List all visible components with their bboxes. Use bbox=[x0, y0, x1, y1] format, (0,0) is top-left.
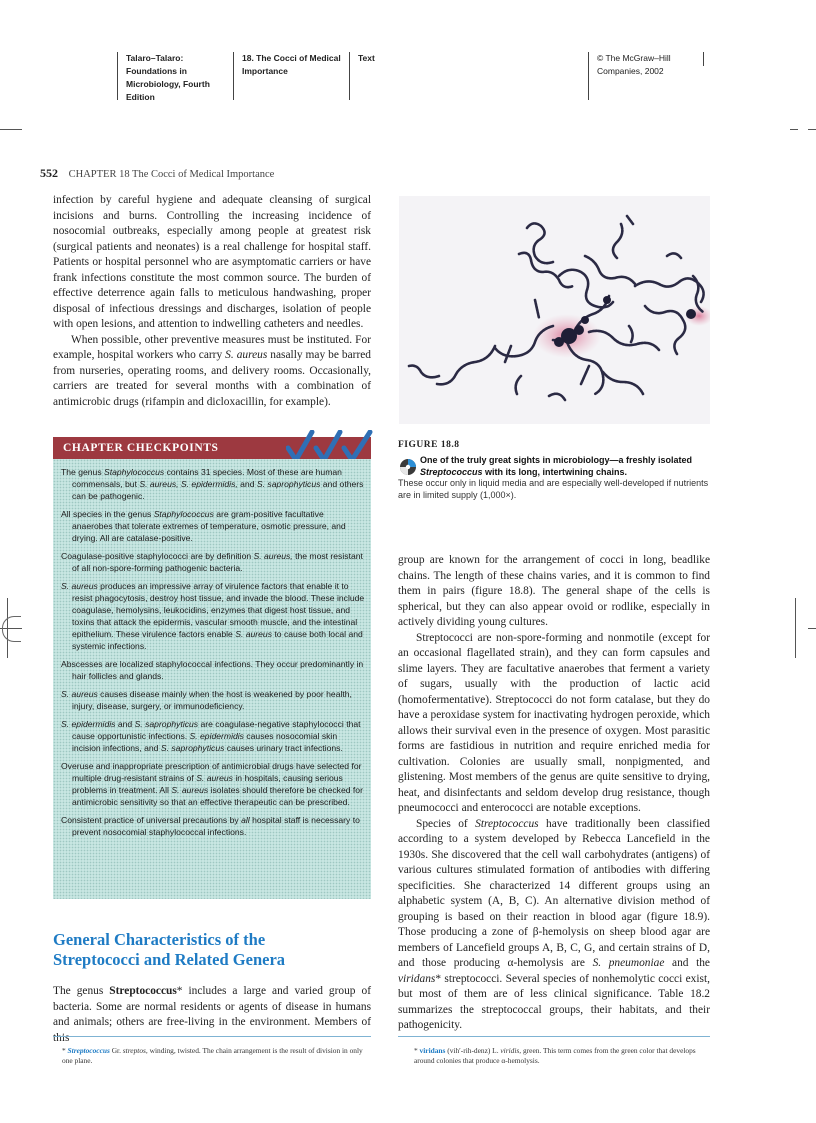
caption-text: These occur only in liquid media and are especially well-developed if nutrients are in limited supply (1,000×). bbox=[398, 478, 709, 500]
chapter-title: CHAPTER 18 The Cocci of Medical Importance bbox=[68, 169, 275, 180]
checkpoint-item: S. aureus produces an impressive array of virulence factors that enable it to resist phagocytosis, destroy host tissue, and invade the blood. These include coagulase, hemolysins, leukocidins, enzymes that digest host tissue, and toxins that attack the epidermis, vascular smooth muscle, and the intestinal epithelium. These virulence factors enable S. aureus to cause both local and systemic infections. bbox=[61, 581, 365, 651]
header-section: Text bbox=[349, 52, 588, 100]
checkpoint-item: Abscesses are localized staphylococcal infections. They occur predominantly in hair follicles and glands. bbox=[61, 659, 364, 681]
checkpoint-item: Coagulase-positive staphylococci are by definition S. aureus, the most resistant of all non-spore-forming pathogenic bacteria. bbox=[61, 551, 363, 573]
checkpoint-item: Consistent practice of universal precautions by all hospital staff is necessary to prevent nosocomial staphylococcal infections. bbox=[61, 815, 360, 837]
page-number: 552 bbox=[40, 166, 58, 180]
footnote-streptococcus: * Streptococcus Gr. streptos, winding, twisted. The chain arrangement is the result of division in only one plane. bbox=[62, 1046, 363, 1065]
paragraph: Streptococci are non-spore-forming and nonmotile (except for an occasional flagellated strain), and they can form capsules and slime layers. They are facultative anaerobes that ferment a variety of sugars, usually with the production of lactic acid (homofermentative). Streptococci do not form catalase, but they do have a peroxidase system for inactivating hydrogen peroxide, which allows their survival even in the presence of oxygen. Most parasitic forms are fastidious in nutrition and require enriched media for cultivation. Colonies are usually small, nonpigmented, and glistening. Most members of the genus are quite sensitive to drying, heat, and disinfectants and seldom develop drug resistance, though pneumococci and enterococci are notable exceptions. bbox=[398, 631, 710, 814]
checkpoints-list bbox=[61, 466, 365, 844]
checkpoint-item: The genus Staphylococcus contains 31 species. Most of these are human commensals, but S. aureus, S. epidermidis, and S. saprophyticus and others can be pathogenic. bbox=[61, 467, 364, 501]
right-column-text bbox=[398, 553, 710, 1034]
header-copyright: © The McGraw–Hill Companies, 2002 bbox=[588, 52, 707, 100]
paragraph: group are known for the arrangement of cocci in long, beadlike chains. The length of these chains varies, and it is common to find them in pairs (figure 18.8). The general shape of the cells is spherical, but they can also appear ovoid or rodlike, especially in actively dividing young cultures. bbox=[398, 554, 710, 628]
checkpoint-item: S. aureus causes disease mainly when the host is weakened by poor health, injury, disease, surgery, or immunodeficiency. bbox=[61, 689, 352, 711]
crop-mark bbox=[790, 129, 798, 130]
running-head bbox=[40, 166, 274, 181]
paragraph: When possible, other preventive measures must be instituted. For example, hospital workers who carry S. aureus nasally may be barred from nurseries, operating rooms, and delivery rooms. Occasionally, carriers are treated for several months with a combination of antimicrobic drugs (rifampin and dicloxacillin, for example). bbox=[53, 333, 371, 408]
footnote-rule bbox=[398, 1036, 710, 1037]
crop-mark bbox=[808, 129, 816, 130]
paragraph: The genus Streptococcus* includes a large and varied group of bacteria. Some are normal residents or agents of disease in humans and animals; others are free-living in the environment. Members of this bbox=[53, 985, 371, 1044]
checkpoint-item: S. epidermidis and S. saprophyticus are coagulase-negative staphylococci that cause opportunistic infections. S. epidermidis causes nosocomial skin incision infections, and S. saprophyticus causes urinary tract infections. bbox=[61, 719, 361, 753]
checkpoint-item: Overuse and inappropriate prescription of antimicrobial drugs have selected for multiple drug-resistant strains of S. aureus in hospitals, causing serious problems in treatment. All S. aureus isolates should therefore be checked for antimicrobic sensitivity so that an effective therapeutic can be prescribed. bbox=[61, 761, 363, 807]
footnote-rule bbox=[53, 1036, 371, 1037]
registration-mark bbox=[2, 616, 21, 642]
paragraph: infection by careful hygiene and adequate cleansing of surgical incisions and burns. Controlling the increasing incidence of nosocomial outbreaks, especially among people at greatest risk (surgical patients and neonates) is a real challenge for hospital staff. Patients or hospital personnel who are asymptomatic carriers or have frank infections constitute the most common source. The burden of effective deterrence again falls to meticulous handwashing, proper disposal of infectious dressings and discharges, isolation of people with open lesions, and attention to indwelling catheters and needles. bbox=[53, 194, 371, 330]
figure-caption bbox=[398, 455, 710, 501]
caption-bold: One of the truly great sights in microbiology—a freshly isolated Streptococcus with its long, intertwining chains. bbox=[420, 455, 693, 477]
footnote-viridans: * viridans (vih′-rih-denz) L. viridis, green. This term comes from the green color that develops around colonies that produce α-hemolysis. bbox=[414, 1046, 696, 1065]
header-chapter-info: 18. The Cocci of Medical Importance bbox=[233, 52, 350, 100]
figure-label: FIGURE 18.8 bbox=[398, 440, 460, 450]
crop-mark bbox=[0, 129, 22, 130]
left-column-text bbox=[53, 193, 371, 410]
checkpoint-item: All species in the genus Staphylococcus are gram-positive facultative anaerobes that tolerate extremes of temperature, osmotic pressure, and drying. All are catalase-positive. bbox=[61, 509, 346, 543]
checkpoints-title: CHAPTER CHECKPOINTS bbox=[63, 442, 219, 454]
header-book-info: Talaro–Talaro: Foundations in Microbiology, Fourth Edition bbox=[117, 52, 234, 100]
header-edge bbox=[703, 52, 704, 66]
crop-mark bbox=[808, 628, 816, 629]
figure-photo-streptococcus bbox=[399, 196, 710, 424]
crop-mark bbox=[795, 598, 796, 658]
paragraph: Species of Streptococcus have traditionally been classified according to a system developed by Rebecca Lancefield in the 1930s. She discovered that the cell wall carbohydrates (antigens) of various cultures stimulated formation of antibodies with differing specificities. She characterized 14 different groups using an alphabetic system (A, B, C). An alternative division method of grouping is based on their reaction in blood agar (figure 18.9). Those producing a zone of β-hemolysis on sheep blood agar are members of Lancefield groups A, B, C, G, and certain strains of D, and those producing α-hemolysis are S. pneumoniae and the viridans* streptococci. Several species of nonhemolytic cocci exist, but most of them are of less clinical significance. Table 18.2 summarizes the streptococcal groups, their habitats, and their pathogenicity. bbox=[398, 817, 710, 1031]
section-heading: General Characteristics of the Streptococci and Related Genera bbox=[53, 930, 286, 969]
